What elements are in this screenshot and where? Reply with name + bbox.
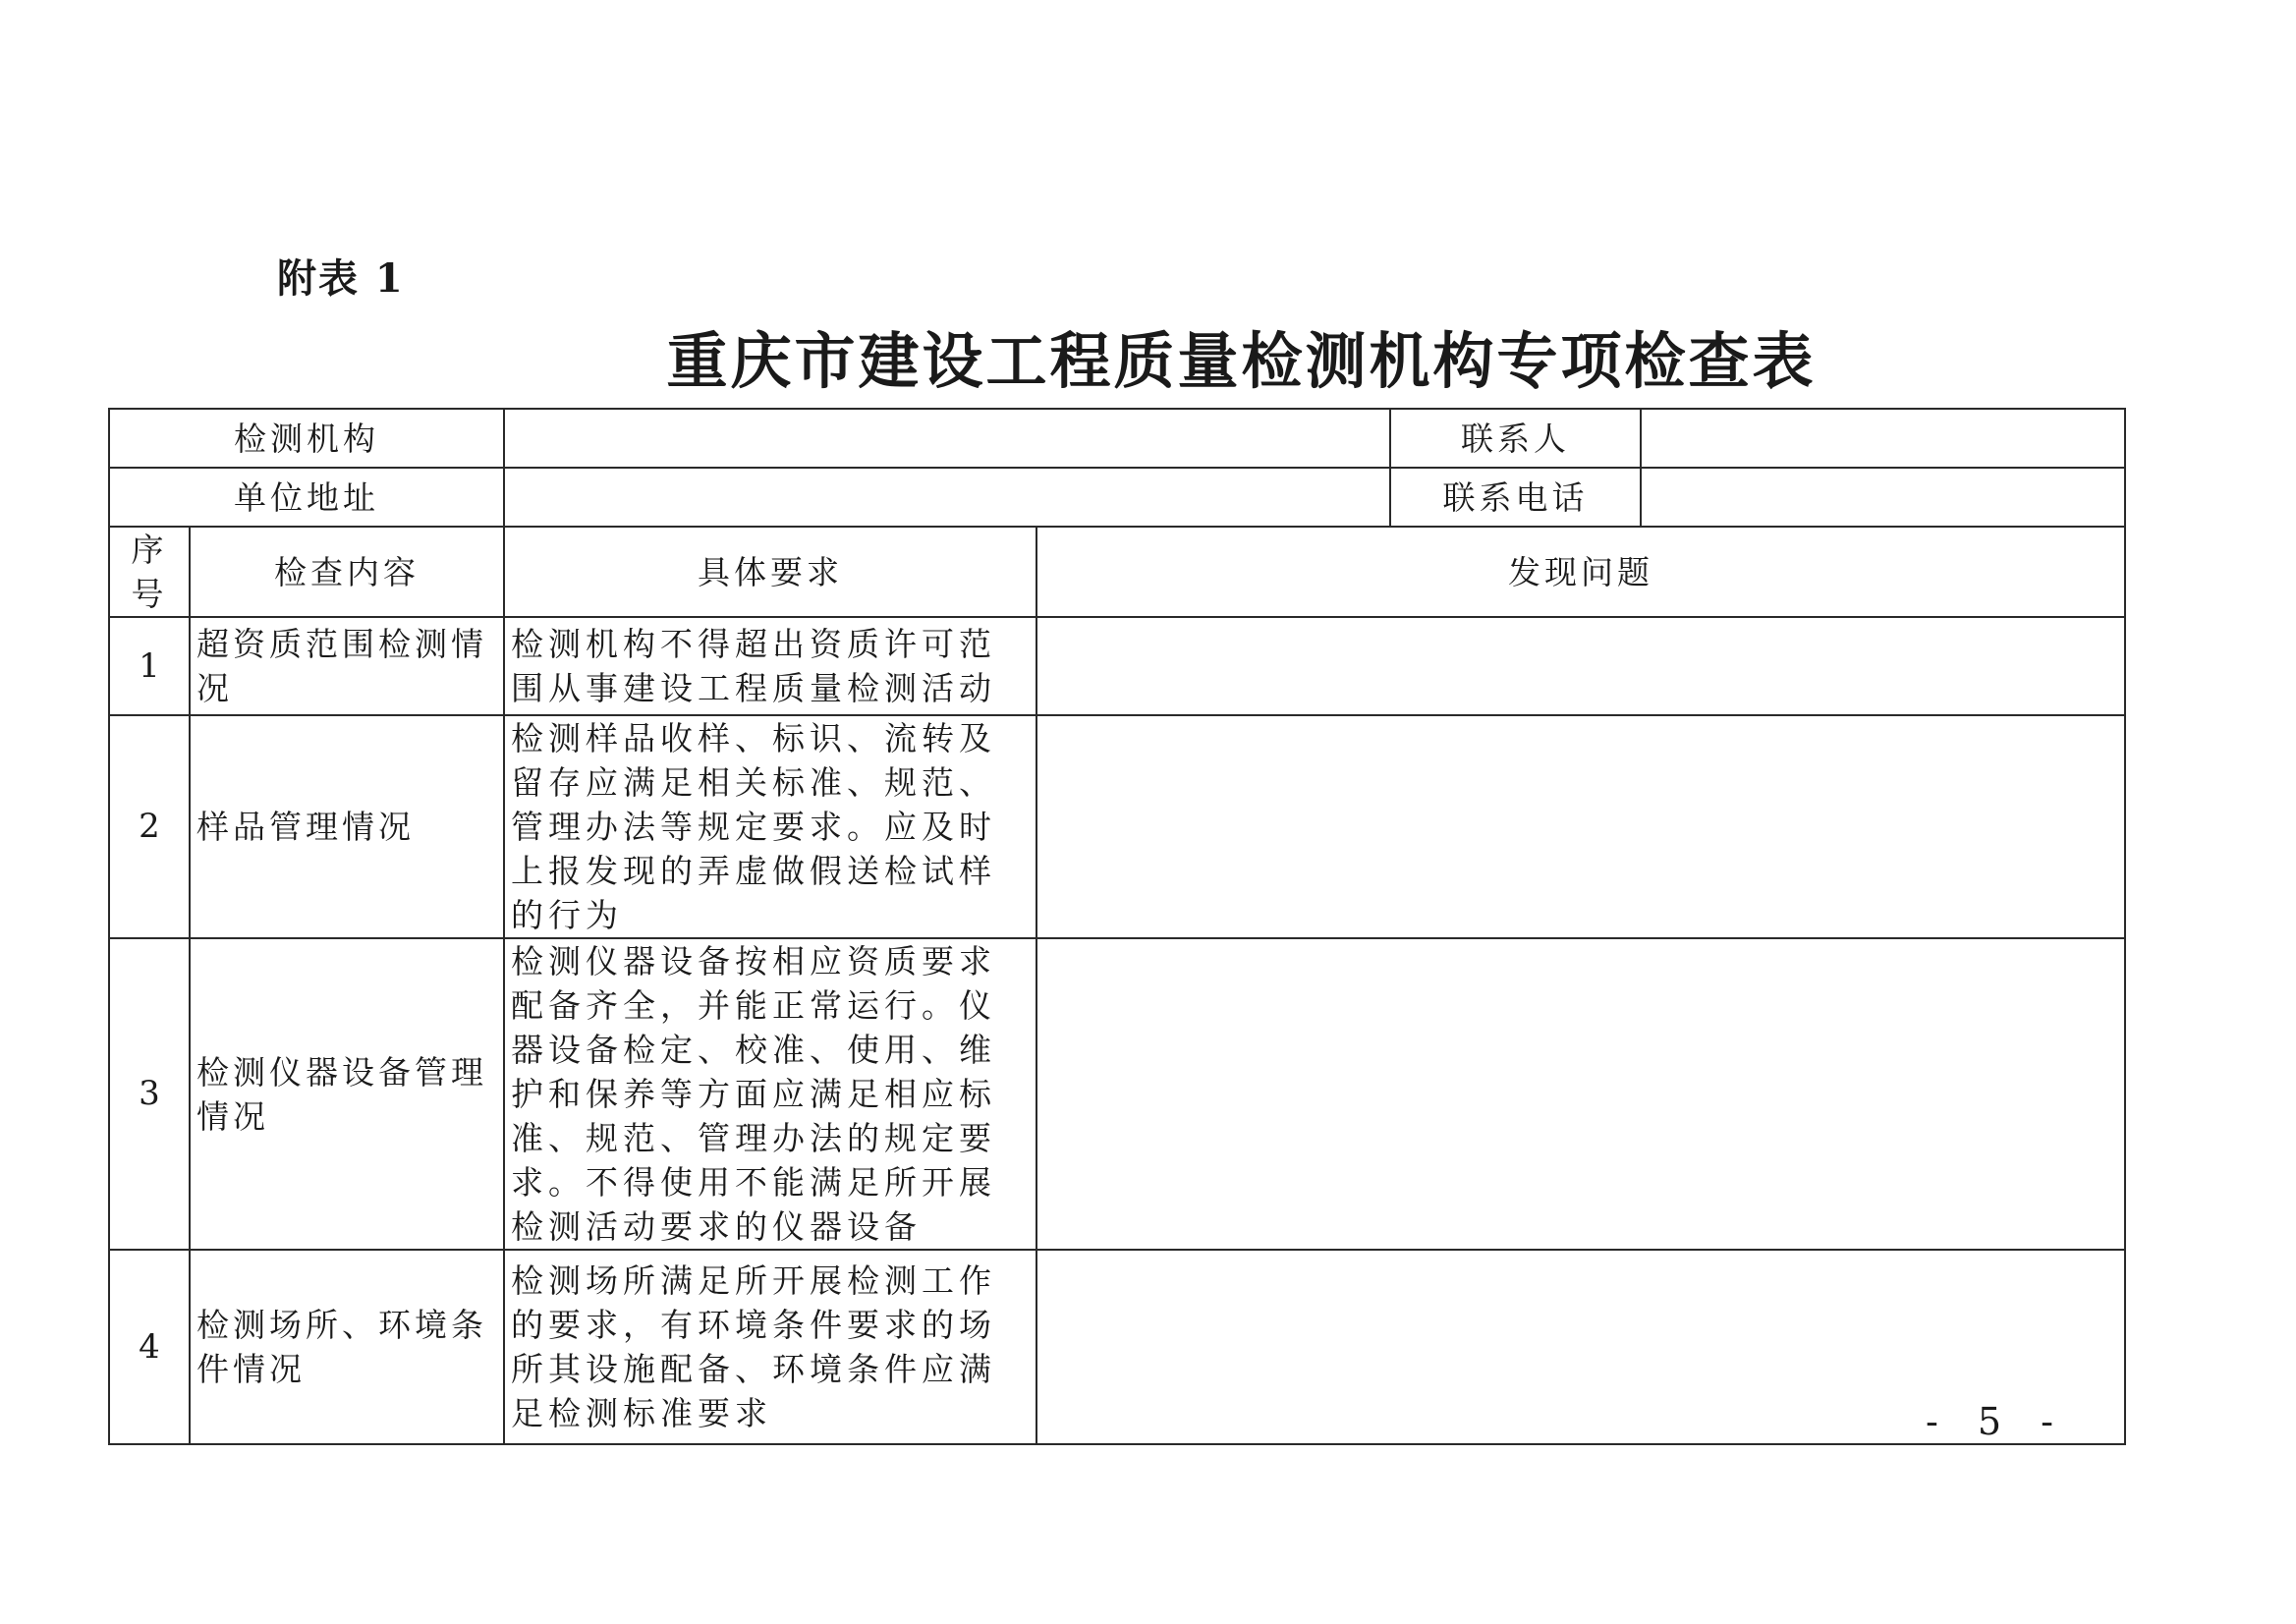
table-row: [109, 617, 2125, 715]
row-content: 超资质范围检测情况: [190, 617, 504, 715]
row-findings-field[interactable]: [1036, 938, 2125, 1250]
column-header-content: 检查内容: [190, 527, 504, 617]
contact-label: 联系人: [1390, 409, 1641, 468]
contact-field[interactable]: [1641, 409, 2125, 468]
row-requirement: 检测仪器设备按相应资质要求配备齐全，并能正常运行。仪器设备检定、校准、使用、维护和保养等方面应满足相应标准、规范、管理办法的规定要求。不得使用不能满足所开展检测活动要求的仪器设备: [504, 938, 1036, 1250]
header-row-address: [109, 468, 2125, 527]
table-row: [109, 938, 2125, 1250]
table-row: [109, 1250, 2125, 1444]
column-header-requirement: 具体要求: [504, 527, 1036, 617]
phone-field[interactable]: [1641, 468, 2125, 527]
row-requirement: 检测场所满足所开展检测工作的要求，有环境条件要求的场所其设施配备、环境条件应满足检测标准要求: [504, 1250, 1036, 1444]
row-content: 检测场所、环境条件情况: [190, 1250, 504, 1444]
row-requirement: 检测样品收样、标识、流转及留存应满足相关标准、规范、管理办法等规定要求。应及时上报发现的弄虚做假送检试样的行为: [504, 715, 1036, 938]
phone-label: 联系电话: [1390, 468, 1641, 527]
row-requirement: 检测机构不得超出资质许可范围从事建设工程质量检测活动: [504, 617, 1036, 715]
header-row-institution: [109, 409, 2125, 468]
column-header-row: [109, 527, 2125, 617]
row-number: 1: [109, 617, 190, 715]
row-findings-field[interactable]: [1036, 617, 2125, 715]
table-row: [109, 715, 2125, 938]
row-number: 4: [109, 1250, 190, 1444]
row-content: 检测仪器设备管理情况: [190, 938, 504, 1250]
address-field[interactable]: [504, 468, 1390, 527]
institution-field[interactable]: [504, 409, 1390, 468]
institution-label: 检测机构: [109, 409, 504, 468]
column-header-no: 序号: [109, 527, 190, 617]
row-content: 样品管理情况: [190, 715, 504, 938]
column-header-findings: 发现问题: [1036, 527, 2125, 617]
attachment-label: 附表 1: [277, 255, 405, 302]
row-findings-field[interactable]: [1036, 715, 2125, 938]
page-number: - 5 -: [1926, 1400, 2068, 1443]
row-number: 2: [109, 715, 190, 938]
inspection-table: [108, 408, 2126, 1445]
row-number: 3: [109, 938, 190, 1250]
page-title: 重庆市建设工程质量检测机构专项检查表: [666, 325, 1817, 397]
address-label: 单位地址: [109, 468, 504, 527]
